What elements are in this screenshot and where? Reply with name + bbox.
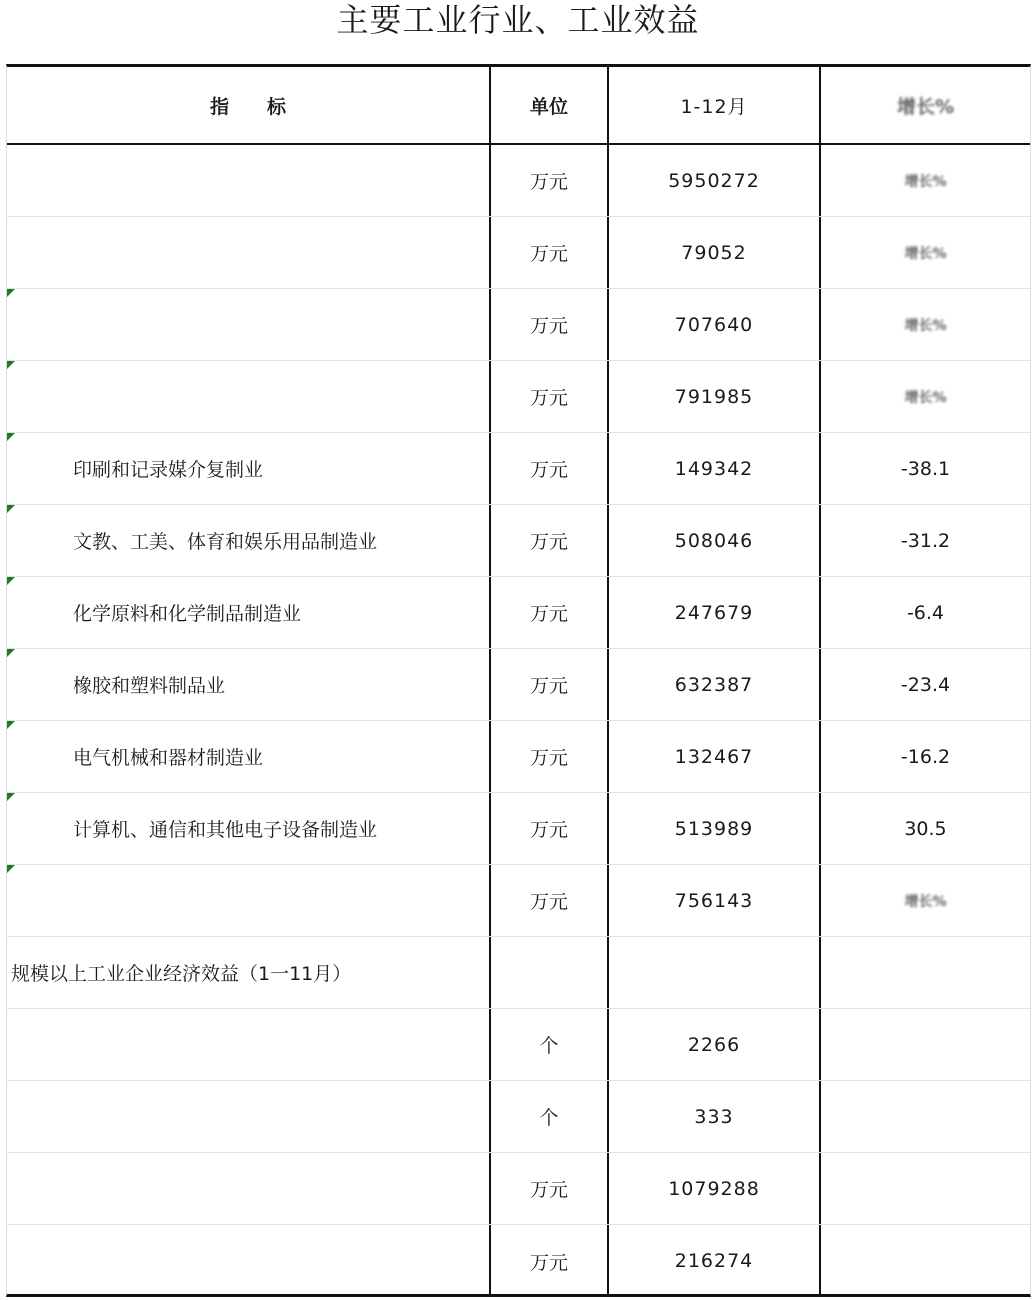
table-row — [7, 865, 1030, 937]
row-growth: 增长% — [904, 389, 947, 406]
row-value: 791985 — [674, 385, 754, 408]
row-indicator: 电气机械和器材制造业 — [73, 747, 264, 769]
row-unit: 万元 — [529, 243, 568, 265]
table-row — [7, 721, 1030, 793]
row-indicator — [7, 1081, 489, 1152]
row-value: 1079288 — [668, 1177, 760, 1200]
table-row — [7, 1225, 1030, 1297]
page-title: 主要工业行业、工业效益 — [336, 1, 700, 39]
table-row — [7, 361, 1030, 433]
row-indicator — [7, 361, 489, 432]
table-row — [7, 289, 1030, 361]
row-indicator: 计算机、通信和其他电子设备制造业 — [73, 819, 378, 841]
row-indicator: 文教、工美、体育和娱乐用品制造业 — [73, 531, 378, 553]
row-unit: 万元 — [529, 675, 568, 697]
row-value: 333 — [694, 1105, 734, 1128]
row-unit: 万元 — [529, 819, 568, 841]
row-indicator — [7, 217, 489, 288]
row-unit — [491, 937, 607, 1008]
row-value: 632387 — [674, 673, 754, 696]
table-row — [7, 1153, 1030, 1225]
row-unit: 万元 — [529, 603, 568, 625]
row-indicator: 印刷和记录媒介复制业 — [73, 459, 264, 481]
row-unit: 万元 — [529, 1179, 568, 1201]
table-header — [7, 67, 1030, 145]
row-indicator — [7, 289, 489, 360]
row-value: 216274 — [674, 1250, 754, 1272]
table-row — [7, 577, 1030, 649]
row-value: 2266 — [687, 1033, 741, 1056]
row-growth: -31.2 — [900, 529, 951, 552]
row-growth — [821, 1225, 1030, 1297]
header-growth: 增长% — [896, 95, 955, 118]
row-indicator — [7, 1009, 489, 1080]
row-unit: 万元 — [529, 387, 568, 409]
row-growth — [821, 1081, 1030, 1152]
row-unit: 个 — [539, 1035, 559, 1057]
row-unit: 个 — [539, 1107, 559, 1129]
row-growth — [821, 1153, 1030, 1224]
row-growth: 增长% — [904, 245, 947, 262]
table-row — [7, 217, 1030, 289]
row-growth: 增长% — [904, 173, 947, 190]
row-indicator: 规模以上工业企业经济效益（1一11月） — [11, 963, 352, 985]
row-value: 508046 — [674, 529, 754, 552]
row-indicator — [7, 865, 489, 936]
row-indicator: 化学原料和化学制品制造业 — [73, 603, 302, 625]
row-value: 513989 — [674, 817, 754, 840]
table-row — [7, 793, 1030, 865]
row-indicator — [7, 1153, 489, 1224]
row-value — [609, 937, 819, 1008]
row-unit: 万元 — [529, 459, 568, 481]
row-indicator: 橡胶和塑料制品业 — [73, 675, 226, 697]
table-row — [7, 649, 1030, 721]
row-unit: 万元 — [529, 531, 568, 553]
row-unit: 万元 — [529, 1251, 568, 1274]
row-value: 132467 — [674, 745, 754, 768]
table-row — [7, 433, 1030, 505]
row-value: 79052 — [681, 241, 747, 264]
statistics-table — [6, 64, 1031, 1297]
table-row — [7, 1009, 1030, 1081]
row-growth: -6.4 — [906, 601, 945, 624]
table-row — [7, 505, 1030, 577]
row-growth: 增长% — [904, 893, 947, 910]
table-row — [7, 937, 1030, 1009]
row-growth: -23.4 — [900, 673, 951, 696]
row-indicator — [7, 145, 489, 216]
header-indicator: 指 标 — [209, 95, 286, 118]
row-value: 5950272 — [668, 169, 760, 192]
row-unit: 万元 — [529, 171, 568, 193]
row-unit: 万元 — [529, 747, 568, 769]
table-row — [7, 145, 1030, 217]
header-period: 1-12月 — [680, 95, 748, 118]
row-value: 149342 — [674, 457, 754, 480]
row-growth: -38.1 — [900, 457, 951, 480]
row-value: 756143 — [674, 889, 754, 912]
row-value: 707640 — [674, 313, 754, 336]
row-growth — [821, 937, 1030, 1008]
row-growth: 增长% — [904, 317, 947, 334]
row-value: 247679 — [674, 601, 754, 624]
row-unit: 万元 — [529, 315, 568, 337]
row-indicator — [7, 1225, 489, 1297]
table-row — [7, 1081, 1030, 1153]
row-growth: -16.2 — [900, 745, 951, 768]
row-growth — [821, 1009, 1030, 1080]
row-unit: 万元 — [529, 891, 568, 913]
row-growth: 30.5 — [904, 817, 947, 840]
header-unit: 单位 — [529, 95, 568, 118]
